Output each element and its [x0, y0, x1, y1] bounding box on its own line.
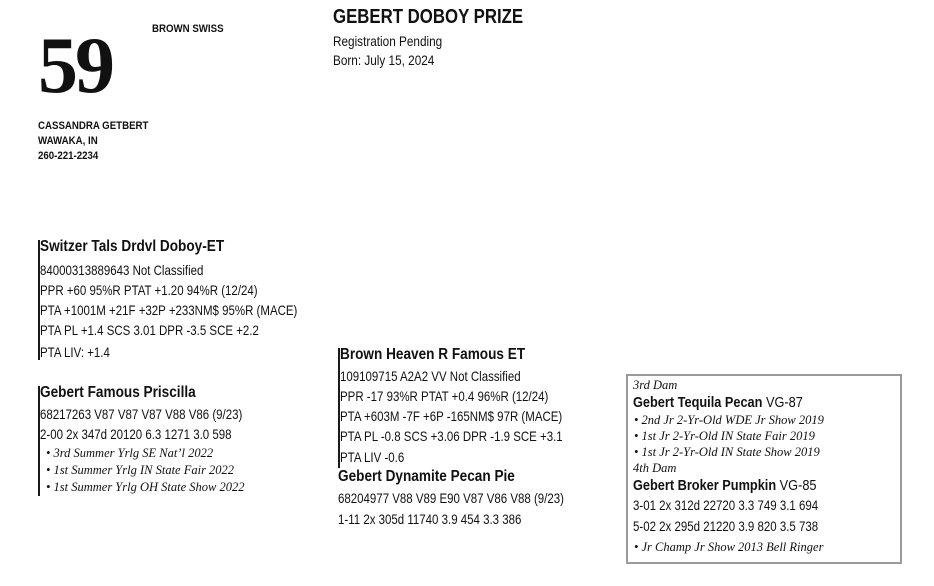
owner-location: WAWAKA, IN: [38, 135, 98, 147]
sire-name: Switzer Tals Drdvl Doboy-ET: [40, 238, 225, 255]
maternal-grandsire-name: Brown Heaven R Famous ET: [340, 346, 526, 363]
dam-award: • 3rd Summer Yrlg SE Nat’l 2022: [46, 446, 214, 460]
registration-block: [333, 32, 442, 70]
maternal-granddam-classification-line: 68204977 V88 V89 E90 V87 V86 V88 (9/23): [338, 490, 564, 506]
breed-label: BROWN SWISS: [152, 23, 224, 35]
maternal-grandsire-pta-liv-line: PTA LIV -0.6: [340, 449, 405, 465]
third-dam-heading: [633, 394, 859, 413]
dam-record-line: 2-00 2x 347d 20120 6.3 1271 3.0 598: [40, 426, 232, 442]
sire-ppr-line: PPR +60 95%R PTAT +1.20 94%R (12/24): [40, 282, 258, 298]
extended-dams-box: [626, 374, 902, 564]
fourth-dam-award: • Jr Champ Jr Show 2013 Bell Ringer: [634, 540, 824, 554]
owner-block: [38, 119, 148, 164]
dam-name: Gebert Famous Priscilla: [40, 384, 196, 401]
animal-name: GEBERT DOBOY PRIZE: [333, 6, 524, 28]
registration-status: Registration Pending: [333, 33, 443, 49]
owner-phone: 260-221-2234: [38, 150, 99, 162]
fourth-dam-record-line: 5-02 2x 295d 21220 3.9 820 3.5 738: [633, 518, 819, 534]
lot-number: 59: [38, 22, 112, 110]
third-dam-label: 3rd Dam: [633, 378, 678, 392]
sire-id-line: 84000313889643 Not Classified: [40, 262, 204, 278]
sire-pta-liv-line: PTA LIV: +1.4: [40, 344, 110, 360]
third-dam-score: VG-87: [762, 394, 803, 411]
fourth-dam-heading: [633, 477, 859, 497]
maternal-grandsire-pta-pl-line: PTA PL -0.8 SCS +3.06 DPR -1.9 SCE +3.1: [340, 428, 563, 444]
fourth-dam-label: 4th Dam: [633, 461, 677, 475]
maternal-granddam-name: Gebert Dynamite Pecan Pie: [338, 468, 515, 485]
third-dam-award: • 1st Jr 2-Yr-Old IN State Fair 2019: [634, 429, 815, 443]
sire-pta-pl-line: PTA PL +1.4 SCS 3.01 DPR -3.5 SCE +2.2: [40, 322, 259, 338]
dam-award: • 1st Summer Yrlg OH State Show 2022: [46, 480, 245, 494]
third-dam-award: • 1st Jr 2-Yr-Old IN State Show 2019: [634, 445, 820, 459]
maternal-granddam-block: [338, 468, 614, 531]
maternal-grandsire-ppr-line: PPR -17 93%R PTAT +0.4 96%R (12/24): [340, 388, 549, 404]
third-dam-name: Gebert Tequila Pecan VG-87: [633, 394, 803, 411]
fourth-dam-name: Gebert Broker Pumpkin VG-85: [633, 477, 817, 494]
maternal-granddam-record-line: 1-11 2x 305d 11740 3.9 454 3.3 386: [338, 511, 522, 527]
sire-pta-line: PTA +1001M +21F +32P +233NM$ 95%R (MACE): [40, 302, 298, 318]
maternal-grandsire-pta-line: PTA +603M -7F +6P -165NM$ 97R (MACE): [340, 408, 563, 424]
dam-award: • 1st Summer Yrlg IN State Fair 2022: [46, 463, 235, 477]
fourth-dam-score: VG-85: [776, 477, 817, 494]
birth-date: Born: July 15, 2024: [333, 52, 435, 68]
dam-classification-line: 68217263 V87 V87 V87 V88 V86 (9/23): [40, 406, 243, 422]
third-dam-award: • 2nd Jr 2-Yr-Old WDE Jr Show 2019: [634, 413, 824, 427]
maternal-grandsire-id-line: 109109715 A2A2 VV Not Classified: [340, 368, 521, 384]
owner-name: CASSANDRA GETBERT: [38, 120, 149, 132]
fourth-dam-record-line: 3-01 2x 312d 22720 3.3 749 3.1 694: [633, 497, 819, 513]
